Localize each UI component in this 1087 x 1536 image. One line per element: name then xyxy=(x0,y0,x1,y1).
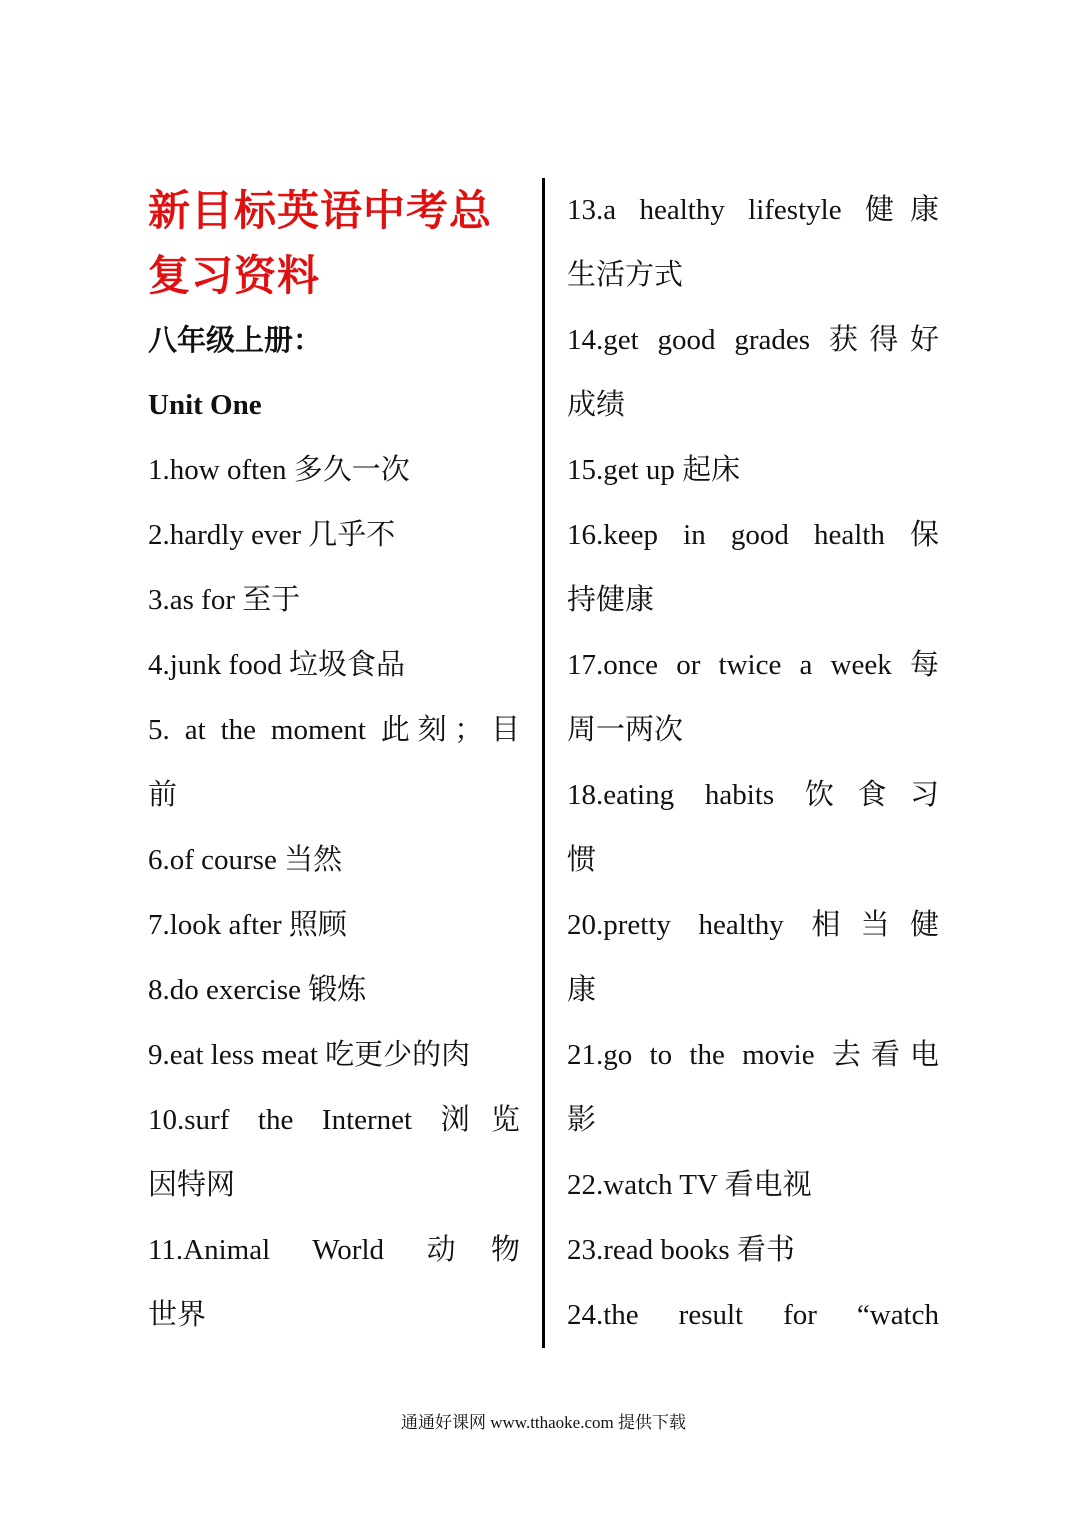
vocab-entry-15: 15.get up 起床 xyxy=(567,454,741,486)
vocab-entry-18-cont: 惯 xyxy=(567,844,597,876)
vocab-entry-16-cont: 持健康 xyxy=(567,584,655,616)
vocab-entry-4: 4.junk food 垃圾食品 xyxy=(148,649,405,681)
vocab-entry-22: 22.watch TV 看电视 xyxy=(567,1169,812,1201)
right-column xyxy=(567,178,939,1348)
vocab-entry-20-cont: 康 xyxy=(567,974,597,1006)
vocab-entry-24: 24.the result for “watch xyxy=(567,1299,939,1331)
left-column xyxy=(148,178,520,1348)
vocab-entry-16: 16.keep in good health 保 xyxy=(567,519,939,551)
document-title-line1: 新目标英语中考总 xyxy=(148,186,493,235)
vocab-entry-10: 10.surf the Internet 浏览 xyxy=(148,1104,520,1136)
vocab-entry-17-cont: 周一两次 xyxy=(567,714,684,746)
vocab-entry-7: 7.look after 照顾 xyxy=(148,909,347,941)
vocab-entry-5: 5. at the moment 此刻；目 xyxy=(148,714,520,746)
column-divider xyxy=(542,178,545,1348)
vocab-entry-20: 20.pretty healthy 相当健 xyxy=(567,909,939,941)
vocab-entry-17: 17.once or twice a week 每 xyxy=(567,649,939,681)
vocab-entry-10-cont: 因特网 xyxy=(148,1169,236,1201)
page-footer: 通通好课网 www.tthaoke.com 提供下载 xyxy=(400,1413,687,1432)
vocab-entry-23: 23.read books 看书 xyxy=(567,1234,795,1266)
vocab-entry-11: 11.Animal World 动物 xyxy=(148,1234,520,1266)
vocab-entry-11-cont: 世界 xyxy=(148,1299,207,1331)
vocab-entry-13-cont: 生活方式 xyxy=(567,259,684,291)
vocab-entry-13: 13.a healthy lifestyle 健康 xyxy=(567,194,939,226)
vocab-entry-3: 3.as for 至于 xyxy=(148,584,301,616)
vocab-entry-14-cont: 成绩 xyxy=(567,389,626,421)
vocab-entry-21-cont: 影 xyxy=(567,1104,597,1136)
grade-heading: 八年级上册： xyxy=(148,323,323,357)
document-title-line2: 复习资料 xyxy=(148,251,321,300)
vocab-entry-8: 8.do exercise 锻炼 xyxy=(148,974,367,1006)
vocab-entry-6: 6.of course 当然 xyxy=(148,844,343,876)
vocab-entry-2: 2.hardly ever 几乎不 xyxy=(148,519,396,551)
unit-heading: Unit One xyxy=(148,389,262,421)
vocab-entry-5-cont: 前 xyxy=(148,779,178,811)
vocab-entry-21: 21.go to the movie 去看电 xyxy=(567,1039,939,1071)
vocab-entry-14: 14.get good grades 获得好 xyxy=(567,324,939,356)
vocab-entry-18: 18.eating habits 饮食习 xyxy=(567,779,939,811)
vocab-entry-1: 1.how often 多久一次 xyxy=(148,454,410,486)
vocab-entry-9: 9.eat less meat 吃更少的肉 xyxy=(148,1039,471,1071)
